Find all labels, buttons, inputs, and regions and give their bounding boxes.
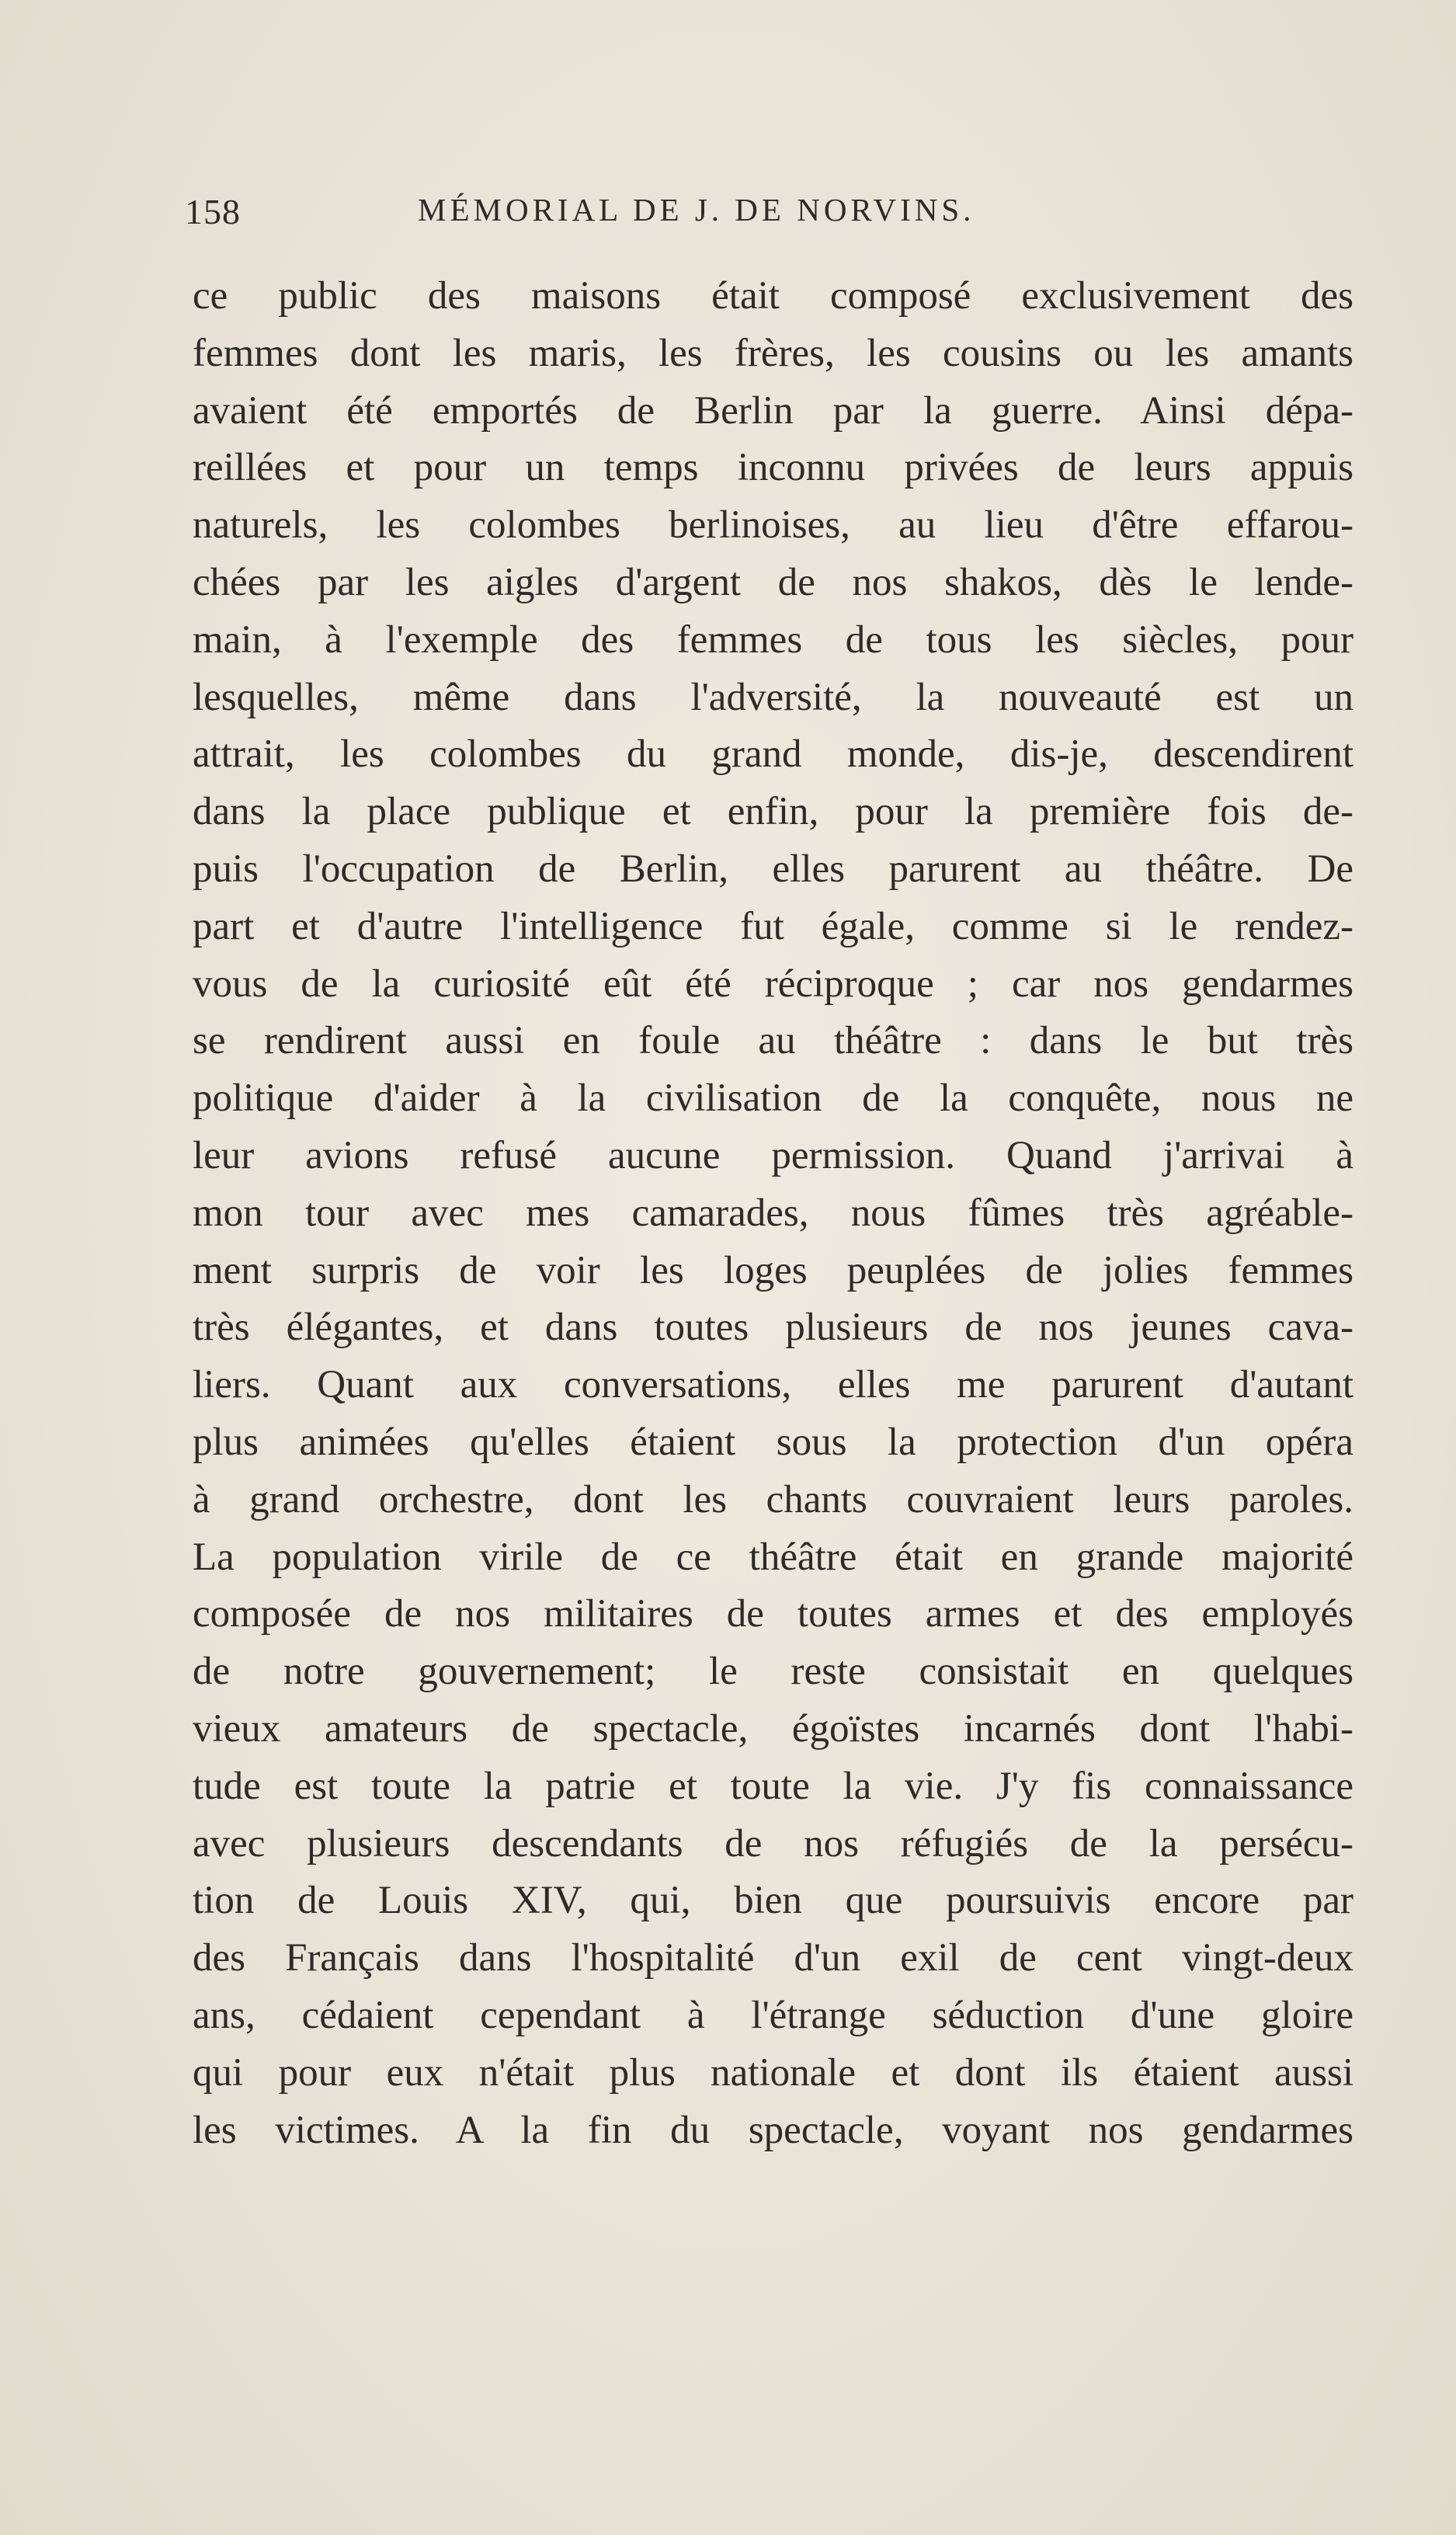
text-line: à grand orchestre, dont les chants couvraient leurs paroles. bbox=[193, 1477, 1353, 1521]
text-line: lesquelles, même dans l'adversité, la nouveauté est un bbox=[193, 675, 1353, 719]
text-line: part et d'autre l'intelligence fut égale, comme si le rendez- bbox=[193, 904, 1353, 948]
page-header bbox=[185, 191, 1109, 245]
text-line: très élégantes, et dans toutes plusieurs de nos jeunes cava- bbox=[193, 1306, 1353, 1350]
text-line: main, à l'exemple des femmes de tous les siècles, pour bbox=[193, 617, 1353, 662]
text-line: dans la place publique et enfin, pour la première fois de- bbox=[193, 790, 1353, 834]
text-line: attrait, les colombes du grand monde, dis-je, descendirent bbox=[193, 732, 1353, 777]
text-line: ce public des maisons était composé exclusivement des bbox=[193, 274, 1353, 318]
text-line: les victimes. A la fin du spectacle, voyant nos gendarmes bbox=[193, 2108, 1353, 2152]
text-line: avaient été emportés de Berlin par la guerre. Ainsi dépa- bbox=[193, 388, 1353, 433]
text-line: vieux amateurs de spectacle, égoïstes incarnés dont l'habi- bbox=[193, 1706, 1353, 1751]
text-line: de notre gouvernement; le reste consistait en quelques bbox=[193, 1650, 1353, 1694]
text-line: tude est toute la patrie et toute la vie. J'y fis connaissance bbox=[193, 1764, 1353, 1808]
text-line: qui pour eux n'était plus nationale et dont ils étaient aussi bbox=[193, 2050, 1353, 2095]
text-line: politique d'aider à la civilisation de la conquête, nous ne bbox=[193, 1076, 1353, 1121]
page-number: 158 bbox=[185, 192, 241, 231]
text-line: plus animées qu'elles étaient sous la protection d'un opéra bbox=[193, 1420, 1353, 1464]
text-line: femmes dont les maris, les frères, les cousins ou les amants bbox=[193, 331, 1353, 375]
text-line: La population virile de ce théâtre était en grande majorité bbox=[193, 1535, 1353, 1579]
running-title: MÉMORIAL DE J. DE NORVINS. bbox=[418, 192, 975, 228]
text-line: liers. Quant aux conversations, elles me parurent d'autant bbox=[193, 1363, 1353, 1407]
text-line: ans, cédaient cependant à l'étrange séduction d'une gloire bbox=[193, 1993, 1353, 2037]
text-line: mon tour avec mes camarades, nous fûmes très agréable- bbox=[193, 1191, 1353, 1235]
text-line: reillées et pour un temps inconnu privées de leurs appuis bbox=[193, 446, 1353, 490]
text-line: puis l'occupation de Berlin, elles parurent au théâtre. De bbox=[193, 847, 1353, 891]
text-line: composée de nos militaires de toutes armes et des employés bbox=[193, 1592, 1353, 1636]
text-line: se rendirent aussi en foule au théâtre : dans le but très bbox=[193, 1019, 1353, 1063]
text-line: des Français dans l'hospitalité d'un exil de cent vingt-deux bbox=[193, 1936, 1353, 1980]
text-line: naturels, les colombes berlinoises, au lieu d'être effarou- bbox=[193, 503, 1353, 548]
text-line: ment surpris de voir les loges peuplées de jolies femmes bbox=[193, 1248, 1353, 1292]
text-line: tion de Louis XIV, qui, bien que poursuivis encore par bbox=[193, 1879, 1353, 1923]
text-line: leur avions refusé aucune permission. Quand j'arrivai à bbox=[193, 1133, 1353, 1177]
text-line: avec plusieurs descendants de nos réfugiés de la persécu- bbox=[193, 1821, 1353, 1866]
text-line: chées par les aigles d'argent de nos shakos, dès le lende- bbox=[193, 560, 1353, 604]
body-text bbox=[193, 268, 1353, 2159]
text-line: vous de la curiosité eût été réciproque ; car nos gendarmes bbox=[193, 961, 1353, 1006]
